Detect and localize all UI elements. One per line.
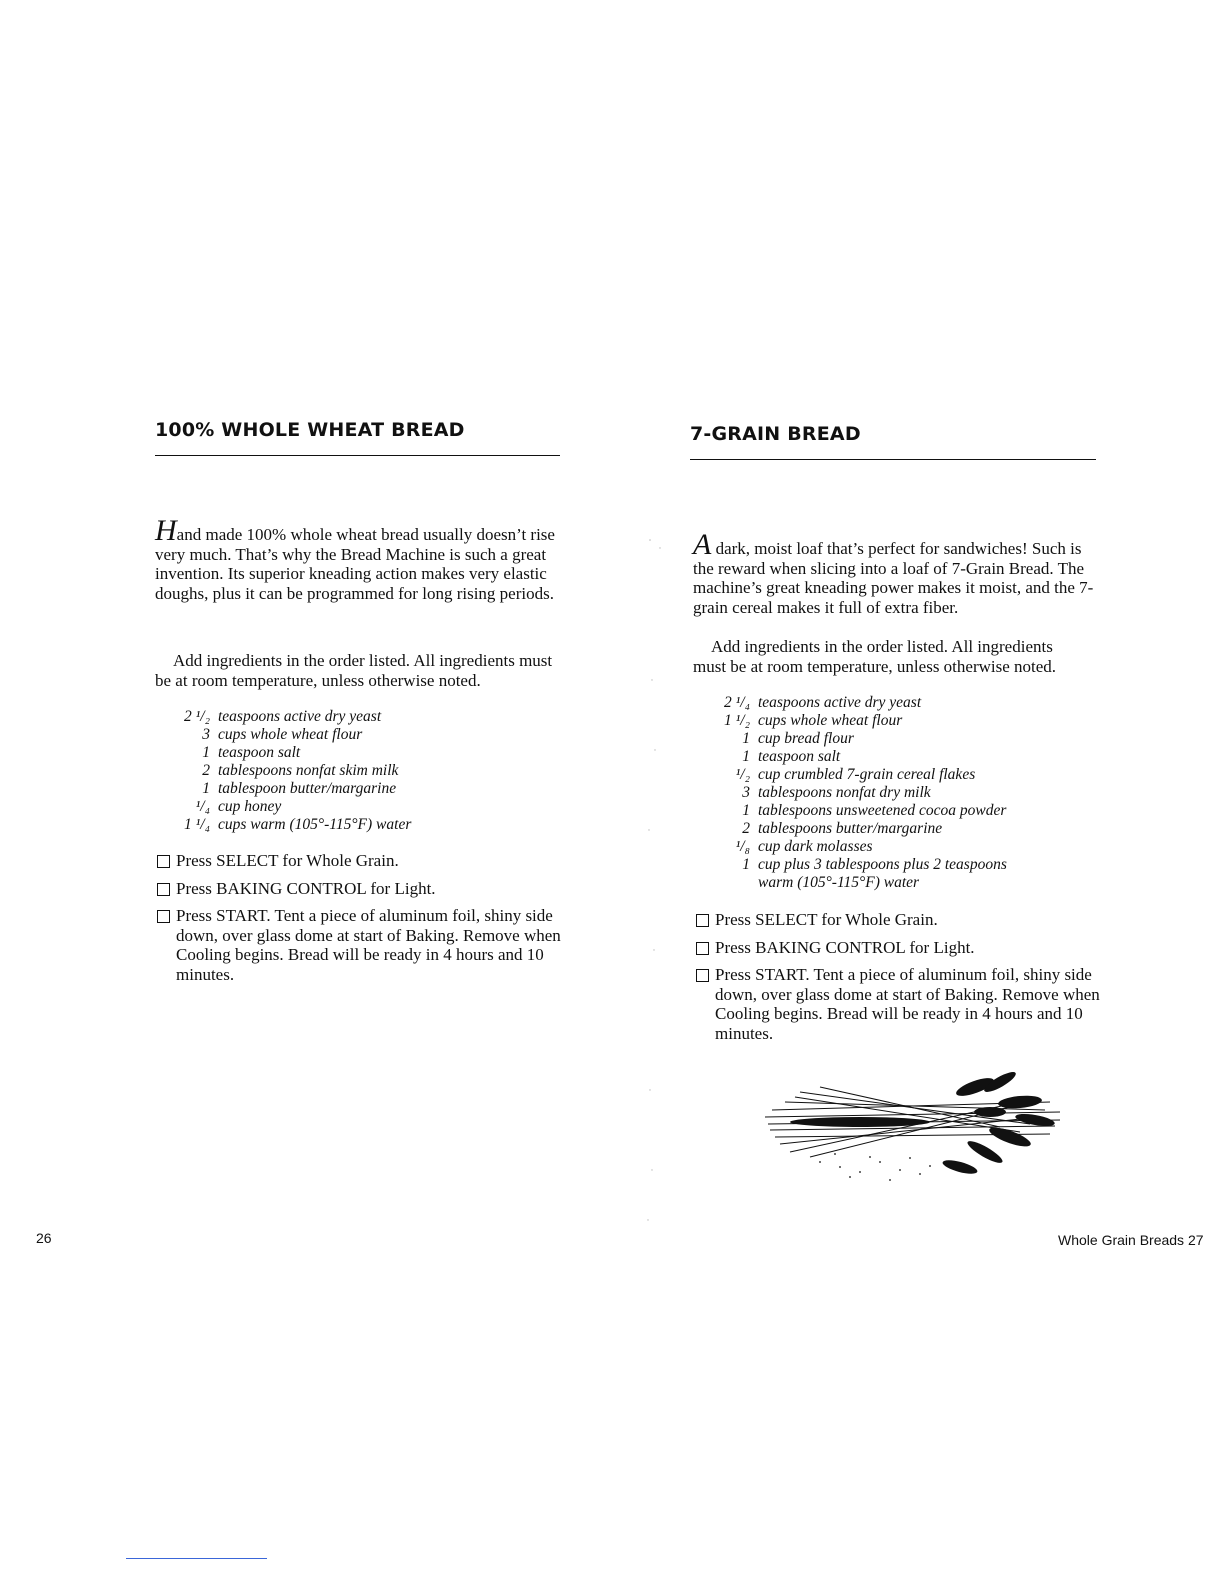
step-item (696, 938, 1106, 958)
ingredient-list (180, 708, 480, 834)
ingredient-qty: 1 ¹/₄ (184, 816, 210, 833)
ingredient-note: Add ingredients in the order listed. All ingredients must be at room temperature, unless otherwise noted. (155, 651, 553, 690)
ingredient-qty: 1 (742, 856, 750, 873)
checkbox-icon (696, 914, 709, 927)
section-name: Whole Grain Breads (1058, 1232, 1185, 1248)
ingredient-note: Add ingredients in the order listed. All ingredients must be at room temperature, unless otherwise noted. (693, 637, 1057, 676)
ingredient-item: cups whole wheat flour (758, 712, 903, 729)
ingredient-row (720, 856, 1010, 892)
wheat-sheaf-icon (760, 1062, 1090, 1192)
right-page (612, 0, 1224, 1584)
ingredient-item: teaspoons active dry yeast (218, 708, 382, 725)
step-text: Press BAKING CONTROL for Light. (715, 937, 975, 957)
ingredient-qty: 2 ¹/₂ (184, 708, 210, 725)
recipe-title: 7-GRAIN BREAD (690, 423, 861, 445)
step-item (696, 910, 1106, 930)
step-item (157, 906, 567, 984)
ingredient-row (180, 816, 480, 834)
step-list (157, 851, 567, 992)
step-text: Press BAKING CONTROL for Light. (176, 878, 436, 898)
annotation-line (126, 1558, 267, 1559)
ingredient-item: cups warm (105°-115°F) water (218, 816, 412, 833)
intro-text: dark, moist loaf that’s perfect for sandwiches! Such is the reward when slicing into a loaf of 7-Grain Bread. The machine’s great kneading power makes it moist, and the 7-grain cereal makes it full of extra fiber. (693, 539, 1094, 617)
recipe-intro (693, 528, 1103, 617)
step-item (157, 851, 567, 871)
ingredient-qty: ¹/₂ (735, 766, 750, 783)
checkbox-icon (157, 910, 170, 923)
ingredient-row (720, 694, 1020, 712)
ingredient-item: cups whole wheat flour (218, 726, 363, 743)
checkbox-icon (157, 883, 170, 896)
ingredient-item: cup honey (218, 798, 282, 815)
ingredient-row (180, 798, 480, 816)
checkbox-icon (696, 969, 709, 982)
ingredient-row (720, 784, 1020, 802)
ingredient-row (180, 762, 480, 780)
running-footer (1058, 1232, 1204, 1248)
ingredient-row (720, 820, 1020, 838)
drop-cap: H (155, 514, 177, 547)
ingredient-item: tablespoon butter/margarine (218, 780, 397, 797)
ingredient-row (720, 712, 1020, 730)
title-rule (690, 459, 1096, 460)
ingredient-qty: ¹/₄ (195, 798, 210, 815)
ingredient-qty: 1 (202, 744, 210, 761)
ingredient-row (180, 780, 480, 798)
drop-cap: A (693, 528, 712, 561)
ingredient-qty: 1 ¹/₂ (724, 712, 750, 729)
title-rule (155, 455, 560, 456)
ingredient-qty: 2 (202, 762, 210, 779)
ingredient-item: cup bread flour (758, 730, 854, 747)
step-text: Press SELECT for Whole Grain. (176, 851, 399, 870)
ingredient-row (720, 748, 1020, 766)
step-item (157, 879, 567, 899)
ingredient-item: teaspoons active dry yeast (758, 694, 922, 711)
ingredient-row (720, 838, 1020, 856)
ingredient-item: cup dark molasses (758, 838, 873, 855)
ingredient-qty: 3 (742, 784, 750, 801)
ingredient-item: tablespoons unsweetened cocoa powder (758, 802, 1007, 819)
ingredient-row (180, 708, 480, 726)
ingredient-item: tablespoons nonfat dry milk (758, 784, 931, 801)
step-text: Press START. Tent a piece of aluminum foil, shiny side down, over glass dome at start of Baking. Remove when Cooling begins. Bread will be ready in 4 hours and 10 minutes. (715, 965, 1100, 1043)
ingredient-row (180, 726, 480, 744)
ingredient-row (720, 766, 1020, 784)
page-number: 26 (36, 1230, 52, 1246)
ingredient-qty: 1 (742, 802, 750, 819)
recipe-intro (155, 514, 565, 603)
ingredient-qty: 2 (742, 820, 750, 837)
ingredient-row (180, 744, 480, 762)
ingredient-row (720, 802, 1020, 820)
ingredient-item: cup plus 3 tablespoons plus 2 teaspoons warm (105°-115°F) water (758, 856, 1007, 891)
recipe-title: 100% WHOLE WHEAT BREAD (155, 419, 465, 441)
ingredient-qty: 2 ¹/₄ (724, 694, 750, 711)
ingredient-item: cup crumbled 7-grain cereal flakes (758, 766, 976, 783)
ingredient-qty: 1 (202, 780, 210, 797)
ingredient-qty: 3 (202, 726, 210, 743)
intro-text: and made 100% whole wheat bread usually doesn’t rise very much. That’s why the Bread Machine is such a great invention. Its superior kneading action makes very elastic doughs, plus it can be programmed for long rising periods. (155, 525, 555, 603)
ingredient-item: teaspoon salt (218, 744, 301, 761)
checkbox-icon (696, 942, 709, 955)
ingredient-qty: 1 (742, 730, 750, 747)
ingredient-item: tablespoons nonfat skim milk (218, 762, 399, 779)
ingredient-list (720, 694, 1020, 892)
checkbox-icon (157, 855, 170, 868)
ingredient-qty: ¹/₈ (735, 838, 750, 855)
step-text: Press START. Tent a piece of aluminum foil, shiny side down, over glass dome at start of Baking. Remove when Cooling begins. Bread will be ready in 4 hours and 10 minutes. (176, 906, 561, 984)
step-item (696, 965, 1106, 1043)
page-number: 27 (1187, 1232, 1204, 1248)
ingredient-item: teaspoon salt (758, 748, 841, 765)
step-text: Press SELECT for Whole Grain. (715, 910, 938, 929)
ingredient-row (720, 730, 1020, 748)
step-list (696, 910, 1106, 1051)
ingredient-item: tablespoons butter/margarine (758, 820, 943, 837)
ingredient-qty: 1 (742, 748, 750, 765)
